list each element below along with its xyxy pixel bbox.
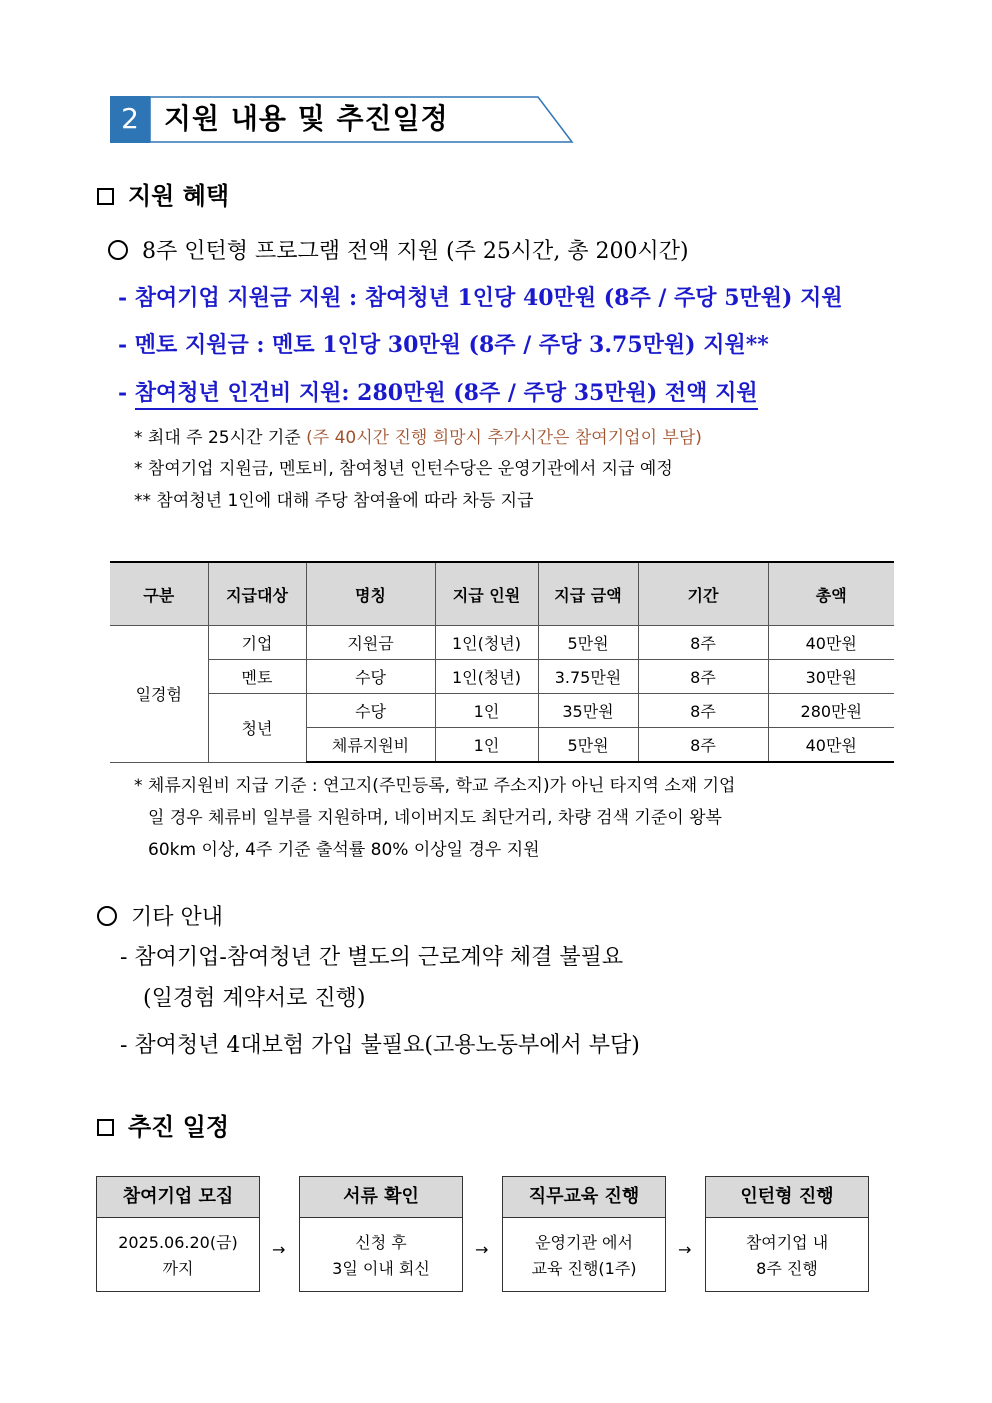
- section-header: [110, 96, 575, 144]
- schedule-step-body: [300, 1218, 462, 1282]
- other-line-insurance: - 참여청년 4대보험 가입 불필요(고용노동부에서 부담): [120, 1033, 640, 1058]
- section-number: 2: [121, 102, 139, 135]
- other-line-contract: - 참여기업-참여청년 간 별도의 근로계약 체결 불필요: [120, 945, 624, 970]
- table-header-row: [110, 562, 894, 626]
- table-cell: 청년: [208, 694, 306, 763]
- program-line-text: 8주 인턴형 프로그램 전액 지원 (주 25시간, 총 200시간): [142, 239, 689, 264]
- table-cell: 280만원: [768, 694, 894, 728]
- note-payment: * 참여기업 지원금, 멘토비, 참여청년 인턴수당은 운영기관에서 지급 예정: [134, 459, 673, 479]
- table-cell: 1인: [435, 694, 538, 728]
- note-participation: ** 참여청년 1인에 대해 주당 참여율에 따라 차등 지급: [134, 491, 534, 511]
- other-heading-text: 기타 안내: [131, 905, 224, 930]
- support-item-youth: [118, 376, 758, 407]
- table-cell: 수당: [306, 660, 435, 694]
- schedule-step-body: [503, 1218, 665, 1282]
- table-header: 명칭: [306, 562, 435, 626]
- note-max-hours: [134, 423, 702, 448]
- schedule-step-line: 참여기업 내: [745, 1233, 829, 1252]
- table-cell: 3.75만원: [538, 660, 638, 694]
- table-cell: 30만원: [768, 660, 894, 694]
- schedule-heading-text: 추진 일정: [128, 1113, 230, 1141]
- schedule-step-title: 직무교육 진행: [503, 1177, 665, 1218]
- table-cell: 35만원: [538, 694, 638, 728]
- square-bullet-icon: [97, 1119, 114, 1136]
- table-cell: 40만원: [768, 728, 894, 763]
- table-header: 총액: [768, 562, 894, 626]
- table-header: 지급대상: [208, 562, 306, 626]
- table-cell: 체류지원비: [306, 728, 435, 763]
- schedule-step-body: [97, 1218, 259, 1282]
- stay-note-line-2: 일 경우 체류비 일부를 지원하며, 네이버지도 최단거리, 차량 검색 기준이 왕복: [148, 808, 722, 828]
- note-max-hours-highlight: (주 40시간 진행 희망시 추가시간은 참여기업이 부담): [306, 428, 702, 448]
- program-line: [108, 234, 689, 265]
- table-cell: 40만원: [768, 626, 894, 660]
- circle-bullet-icon: [97, 906, 117, 926]
- table-cell: 8주: [638, 728, 768, 763]
- schedule-step-review: [299, 1176, 463, 1292]
- circle-bullet-icon: [108, 240, 128, 260]
- other-line-contract-sub: (일경험 계약서로 진행): [143, 986, 366, 1011]
- schedule-step-line: 8주 진행: [756, 1259, 818, 1278]
- schedule-step-line: 2025.06.20(금): [118, 1233, 238, 1252]
- section-title: 지원 내용 및 추진일정: [164, 102, 449, 135]
- table-cell: 기업: [208, 626, 306, 660]
- table-row: [110, 694, 894, 728]
- table-header: 구분: [110, 562, 208, 626]
- support-heading-text: 지원 혜택: [128, 182, 230, 210]
- schedule-heading: [97, 1107, 229, 1142]
- support-item-mentor: - 멘토 지원금 : 멘토 1인당 30만원 (8주 / 주당 3.75만원) 지원**: [118, 332, 769, 358]
- schedule-step-title: 참여기업 모집: [97, 1177, 259, 1218]
- schedule-step-title: 서류 확인: [300, 1177, 462, 1218]
- table-cell: 5만원: [538, 728, 638, 763]
- note-max-hours-text: * 최대 주 25시간 기준: [134, 428, 307, 448]
- square-bullet-icon: [97, 188, 114, 205]
- schedule-step-title: 인턴형 진행: [706, 1177, 868, 1218]
- stay-note-line-1: * 체류지원비 지급 기준 : 연고지(주민등록, 학교 주소지)가 아닌 타지역 소재 기업: [134, 776, 736, 796]
- schedule-step-line: 까지: [162, 1259, 194, 1278]
- table-header: 지급 금액: [538, 562, 638, 626]
- schedule-step-line: 교육 진행(1주): [531, 1259, 637, 1278]
- payment-table: [110, 561, 894, 763]
- support-item-youth-text: 참여청년 인건비 지원: 280만원 (8주 / 주당 35만원) 전액 지원: [135, 380, 758, 410]
- schedule-step-line: 신청 후: [355, 1233, 407, 1252]
- arrow-right-icon: →: [678, 1240, 692, 1259]
- table-cell: 1인: [435, 728, 538, 763]
- schedule-step-training: [502, 1176, 666, 1292]
- arrow-right-icon: →: [475, 1240, 489, 1259]
- table-cell: 1인(청년): [435, 626, 538, 660]
- table-category-cell: 일경험: [110, 626, 208, 763]
- other-heading: [97, 900, 223, 931]
- table-row: [110, 626, 894, 660]
- support-item-company: - 참여기업 지원금 지원 : 참여청년 1인당 40만원 (8주 / 주당 5만원) 지원: [118, 285, 843, 311]
- table-cell: 수당: [306, 694, 435, 728]
- stay-note-line-3: 60km 이상, 4주 기준 출석률 80% 이상일 경우 지원: [148, 840, 540, 860]
- table-cell: 8주: [638, 694, 768, 728]
- schedule-step-line: 3일 이내 회신: [332, 1259, 430, 1278]
- schedule-step-intern: [705, 1176, 869, 1292]
- table-row: [110, 660, 894, 694]
- table-cell: 5만원: [538, 626, 638, 660]
- schedule-step-recruit: [96, 1176, 260, 1292]
- arrow-right-icon: →: [272, 1240, 286, 1259]
- table-cell: 8주: [638, 660, 768, 694]
- table-header: 지급 인원: [435, 562, 538, 626]
- table-cell: 8주: [638, 626, 768, 660]
- table-cell: 1인(청년): [435, 660, 538, 694]
- table-cell: 지원금: [306, 626, 435, 660]
- schedule-step-line: 운영기관 에서: [535, 1233, 633, 1252]
- support-heading: [97, 176, 229, 211]
- table-cell: 멘토: [208, 660, 306, 694]
- schedule-step-body: [706, 1218, 868, 1282]
- table-header: 기간: [638, 562, 768, 626]
- support-item-youth-dash: -: [118, 380, 135, 406]
